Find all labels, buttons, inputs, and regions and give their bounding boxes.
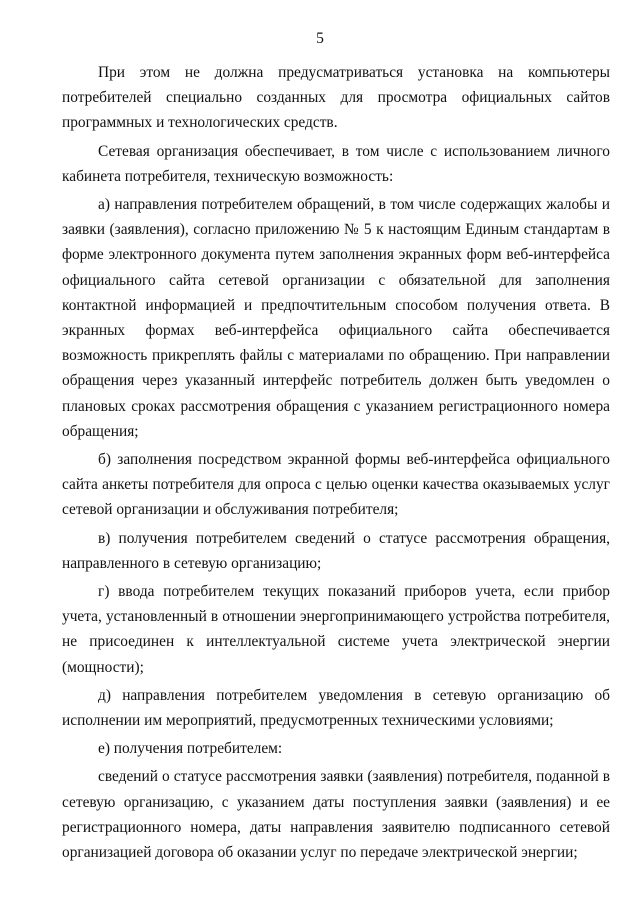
paragraph-status-info: сведений о статусе рассмотрения заявки (заявления) потребителя, поданной в сетевую организацию, с указанием даты поступления заявки (заявления) и ее регистрационного номера, даты направления заявителю подписанного сетевой организацией договора об оказании услуг по передаче электрической энергии; — [62, 768, 610, 862]
document-body — [62, 60, 610, 868]
paragraph-installation-note: При этом не должна предусматриваться установка на компьютеры потребителей специально созданных для просмотра официальных сайтов программных и технологических средств. — [62, 64, 610, 132]
paragraph-item-b: б) заполнения посредством экранной формы веб-интерфейса официального сайта анкеты потребителя для опроса с целью оценки качества оказываемых услуг сетевой организации и обслуживания потребителя; — [62, 451, 610, 519]
paragraph-item-a: а) направления потребителем обращений, в том числе содержащих жалобы и заявки (заявления), согласно приложению № 5 к настоящим Единым стандартам в форме электронного документа путем заполнения экранных форм веб-интерфейса официального сайта сетевой организации с обязательной для заполнения контактной информацией и предпочтительным способом получения ответа. В экранных формах веб-интерфейса официального сайта обеспечивается возможность прикреплять файлы с материалами по обращению. При направлении обращения через указанный интерфейс потребитель должен быть уведомлен о плановых сроках рассмотрения обращения с указанием регистрационного номера обращения; — [62, 196, 610, 440]
page-number: 5 — [316, 30, 324, 47]
paragraph-item-g: г) ввода потребителем текущих показаний приборов учета, если прибор учета, установленный в отношении энергопринимающего устройства потребителя, не присоединен к интеллектуальной системе учета электрической энергии (мощности); — [62, 583, 610, 676]
paragraph-network-org-provides: Сетевая организация обеспечивает, в том числе с использованием личного кабинета потребителя, техническую возможность: — [62, 142, 610, 185]
paragraph-item-v: в) получения потребителем сведений о статусе рассмотрения обращения, направленного в сетевую организацию; — [62, 529, 610, 572]
paragraph-item-e: е) получения потребителем: — [98, 740, 283, 758]
paragraph-item-d: д) направления потребителем уведомления в сетевую организацию об исполнении им мероприятий, предусмотренных техническими условиями; — [62, 686, 610, 730]
